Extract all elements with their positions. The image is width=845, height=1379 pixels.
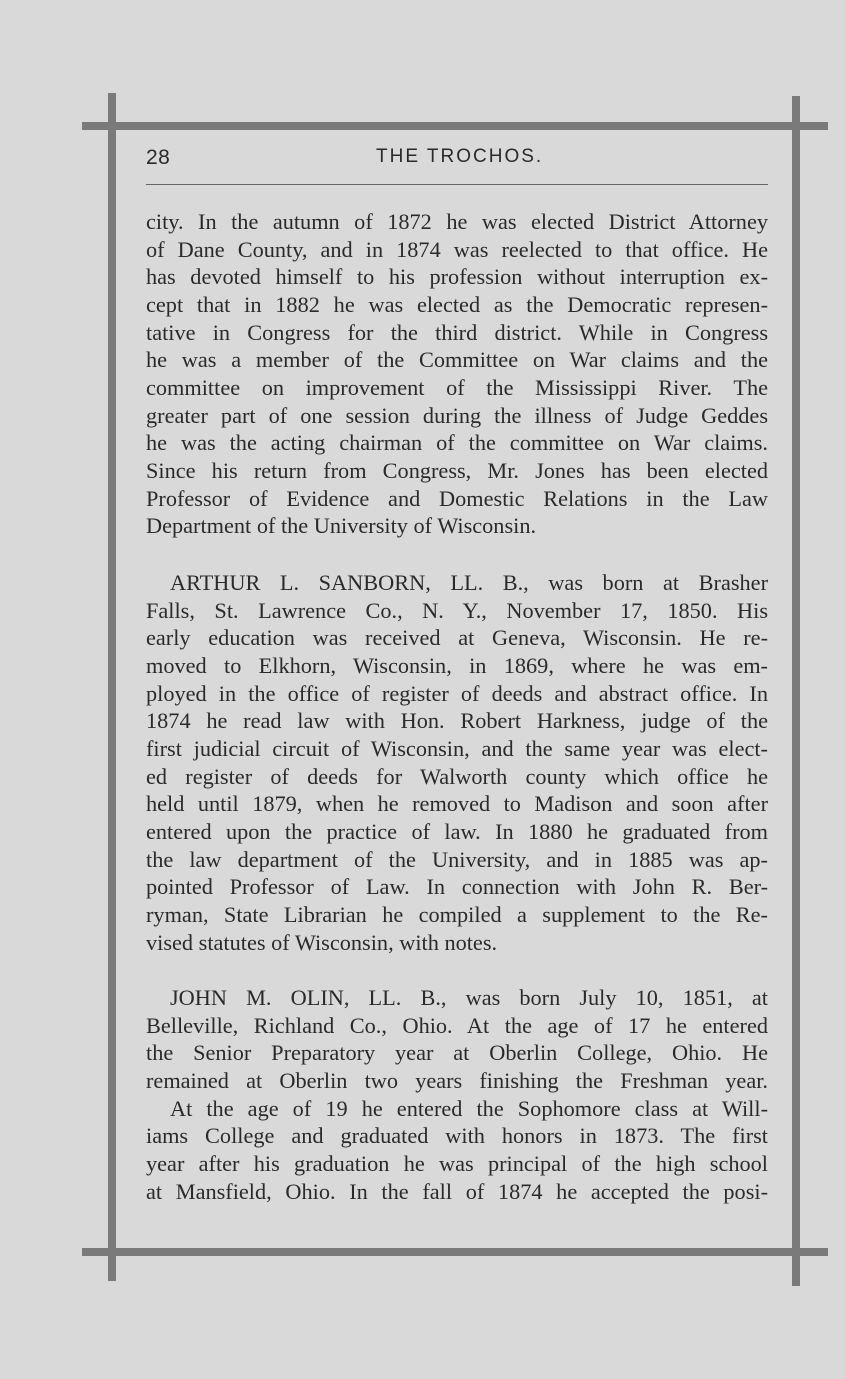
- text-line: Falls, St. Lawrence Co., N. Y., November 17, 1850. His: [146, 597, 768, 623]
- running-head: THE TROCHOS.: [376, 146, 544, 167]
- left-border-rule: [108, 93, 116, 1281]
- text-line: committee on improvement of the Mississippi River. The: [146, 374, 768, 400]
- text-line: entered upon the practice of law. In 1880 he graduated from: [146, 818, 768, 844]
- text-line: 1874 he read law with Hon. Robert Harkness, judge of the: [146, 708, 768, 734]
- bottom-border-rule: [82, 1248, 828, 1256]
- text-line: ryman, State Librarian he compiled a supplement to the Re-: [146, 901, 768, 927]
- text-line: moved to Elkhorn, Wisconsin, in 1869, where he was em-: [146, 652, 768, 678]
- text-line: Professor of Evidence and Domestic Relations in the Law: [146, 485, 768, 511]
- text-line: of Dane County, and in 1874 was reelected to that office. He: [146, 236, 768, 262]
- text-line: Belleville, Richland Co., Ohio. At the age of 17 he entered: [146, 1012, 768, 1038]
- paragraph-jones: [146, 208, 768, 540]
- page-header: [146, 146, 768, 176]
- text-line: Since his return from Congress, Mr. Jones has been elected: [146, 457, 768, 483]
- text-line: vised statutes of Wisconsin, with notes.: [146, 929, 498, 955]
- text-line: ARTHUR L. SANBORN, LL. B., was born at Brasher: [170, 570, 768, 595]
- text-line: held until 1879, when he removed to Madison and soon after: [146, 791, 768, 817]
- text-line: early education was received at Geneva, Wisconsin. He re-: [146, 625, 768, 651]
- text-line: he was the acting chairman of the committee on War claims.: [146, 430, 768, 456]
- text-line: iams College and graduated with honors in 1873. The first: [146, 1123, 768, 1149]
- text-line: JOHN M. OLIN, LL. B., was born July 10, 1851, at: [170, 985, 768, 1010]
- text-line: greater part of one session during the illness of Judge Geddes: [146, 402, 768, 428]
- text-line: tative in Congress for the third district. While in Congress: [146, 319, 768, 345]
- text-line: pointed Professor of Law. In connection with John R. Ber-: [146, 874, 768, 900]
- text-line: remained at Oberlin two years finishing the Freshman year.: [146, 1067, 768, 1093]
- page-number: 28: [146, 146, 171, 169]
- text-line: cept that in 1882 he was elected as the Democratic represen-: [146, 291, 768, 317]
- text-line: first judicial circuit of Wisconsin, and the same year was elect-: [146, 735, 768, 761]
- text-line: Department of the University of Wisconsin.: [146, 513, 537, 539]
- text-line: the law department of the University, and in 1885 was ap-: [146, 846, 768, 872]
- text-line: at Mansfield, Ohio. In the fall of 1874 he accepted the posi-: [146, 1178, 768, 1204]
- right-border-rule: [792, 96, 800, 1286]
- header-rule: [146, 184, 768, 185]
- text-line: has devoted himself to his profession without interruption ex-: [146, 264, 768, 290]
- text-line: ed register of deeds for Walworth county which office he: [146, 763, 768, 789]
- text-line: year after his graduation he was principal of the high school: [146, 1150, 768, 1176]
- text-line: city. In the autumn of 1872 he was elected District Attorney: [146, 209, 768, 234]
- text-line: At the age of 19 he entered the Sophomore class at Will-: [170, 1095, 768, 1121]
- paragraph-olin: [146, 984, 768, 1205]
- top-border-rule: [82, 122, 828, 130]
- text-line: he was a member of the Committee on War claims and the: [146, 347, 768, 373]
- text-line: the Senior Preparatory year at Oberlin College, Ohio. He: [146, 1040, 768, 1066]
- text-line: ployed in the office of register of deeds and abstract office. In: [146, 680, 768, 706]
- paragraph-sanborn: [146, 569, 768, 956]
